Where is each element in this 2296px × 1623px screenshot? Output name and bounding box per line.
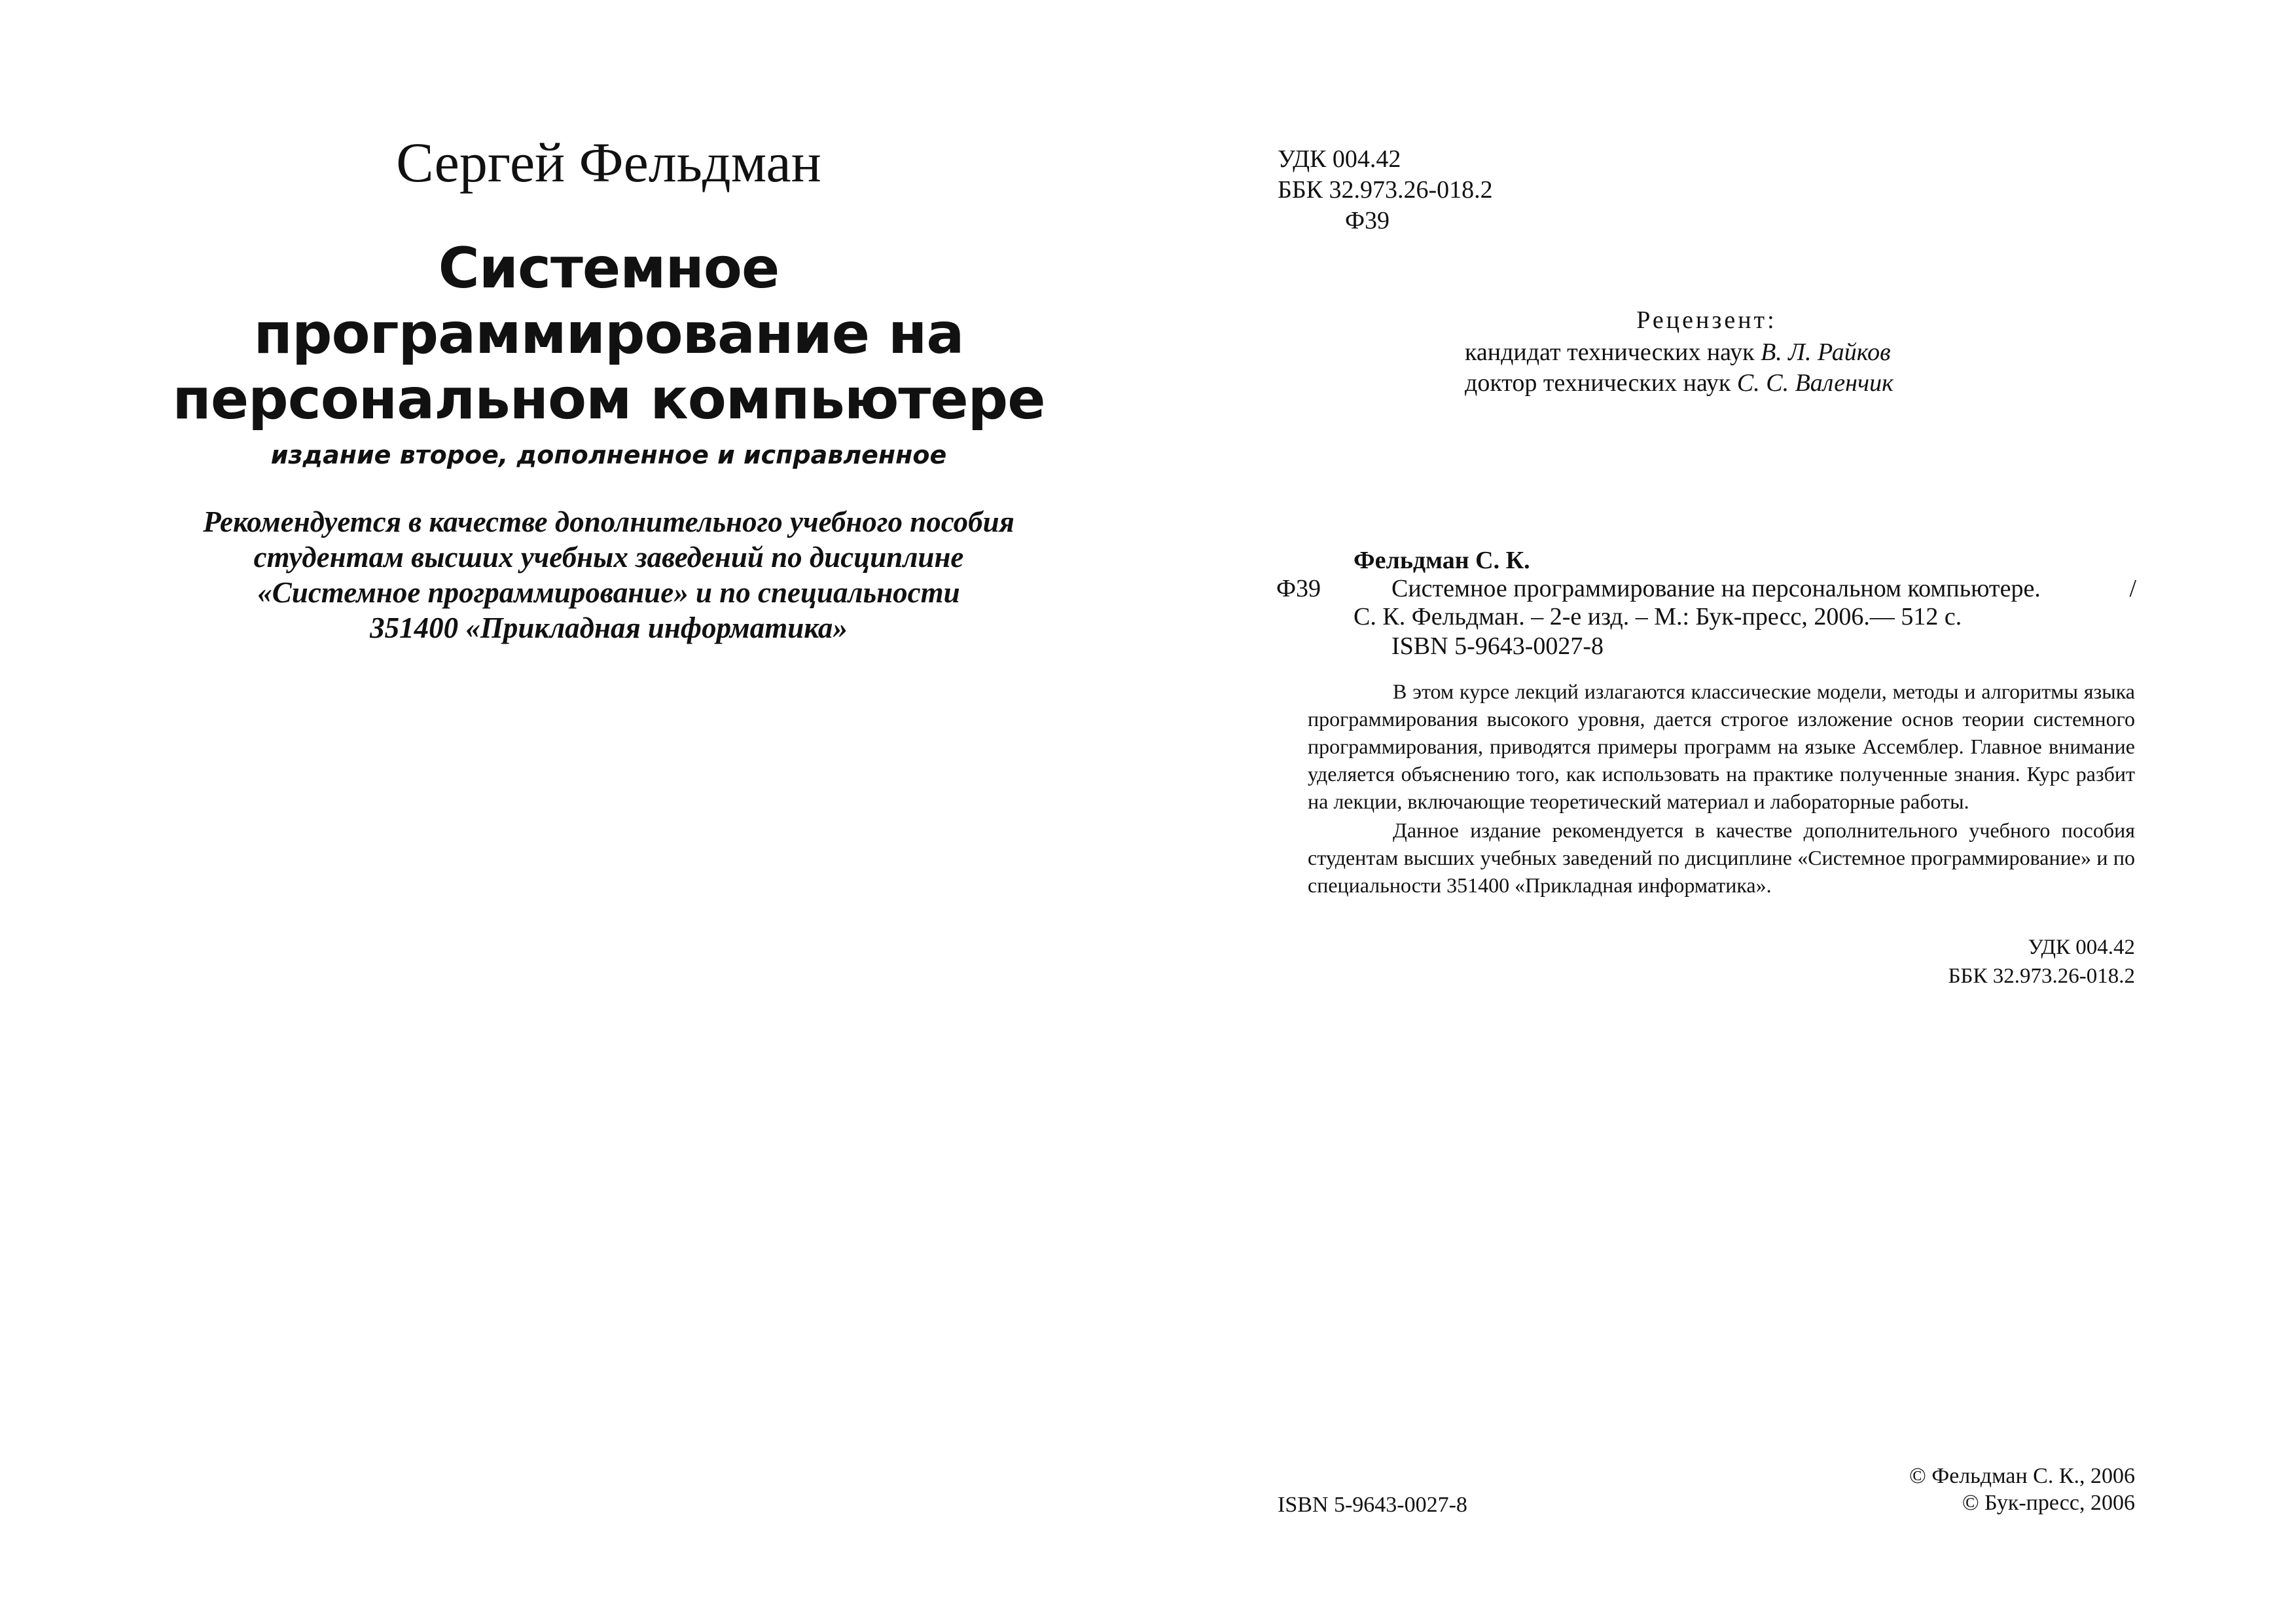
reviewer-heading: Рецензент:	[1636, 306, 1777, 334]
recommendation-line: студентам высших учебных заведений по дисциплине	[253, 541, 964, 574]
reviewer-name: В. Л. Райков	[1761, 338, 1891, 366]
classification-codes	[1278, 144, 1493, 236]
reviewer-degree: доктор технических наук	[1465, 369, 1731, 397]
abstract	[1308, 678, 2135, 899]
reviewer-line	[1465, 368, 1893, 399]
recommendation-line: «Системное программирование» и по специальности	[257, 576, 960, 609]
title-line: Системное	[438, 236, 780, 301]
book-title	[0, 236, 1217, 432]
classification-codes-bottom	[1833, 933, 2135, 991]
reviewer-degree: кандидат технических наук	[1465, 338, 1755, 366]
reviewer-name: С. С. Валенчик	[1736, 369, 1893, 397]
reviewer-line	[1465, 337, 1891, 368]
bbk-code: ББК 32.973.26-018.2	[1948, 964, 2135, 988]
author-name: Сергей Фельдман	[396, 131, 821, 194]
title-line: программирование на	[253, 301, 964, 367]
bib-title-line	[1391, 574, 2136, 604]
udk-code: УДК 004.42	[1278, 145, 1401, 173]
isbn-footer: ISBN 5-9643-0027-8	[1278, 1493, 1467, 1517]
bib-code: Ф39	[1276, 575, 1321, 602]
copyright-line: © Фельдман С. К., 2006	[1909, 1464, 2135, 1488]
recommendation-block	[0, 504, 1217, 646]
edition-note: издание второе, дополненное и исправленное	[270, 441, 947, 469]
udk-code: УДК 004.42	[2028, 936, 2135, 959]
bib-isbn: ISBN 5-9643-0027-8	[1391, 632, 1604, 660]
recommendation-line: Рекомендуется в качестве дополнительного учебного пособия	[203, 505, 1014, 538]
bib-publication-line: С. К. Фельдман. – 2-е изд. – М.: Бук-пресс, 2006.— 512 с.	[1354, 603, 1962, 630]
bib-title-slash: /	[2129, 575, 2136, 602]
bbk-code: ББК 32.973.26-018.2	[1278, 176, 1493, 204]
copyright-block	[1767, 1463, 2135, 1516]
recommendation-line: 351400 «Прикладная информатика»	[370, 611, 848, 644]
abstract-paragraph: Данное издание рекомендуется в качестве дополнительного учебного пособия студентам высших учебных заведений по дисциплине «Системное программирование» и по специальности 351400 «Прикладная информатика».	[1308, 818, 2135, 897]
copyright-line: © Бук-пресс, 2006	[1962, 1491, 2135, 1515]
bib-author: Фельдман С. К.	[1354, 547, 1530, 574]
title-line: персональном компьютере	[172, 367, 1045, 432]
bib-title: Системное программирование на персональном компьютере.	[1391, 575, 2041, 602]
abstract-paragraph: В этом курсе лекций излагаются классические модели, методы и алгоритмы языка программирования высокого уровня, дается строгое изложение основ теории системного программирования, приводятся примеры программ на языке Ассемблер. Главное внимание уделяется объяснению того, как использовать на практике полученные знания. Курс разбит на лекции, включающие теоретический материал и лабораторные работы.	[1308, 680, 2135, 813]
author-mark: Ф39	[1345, 207, 1390, 234]
